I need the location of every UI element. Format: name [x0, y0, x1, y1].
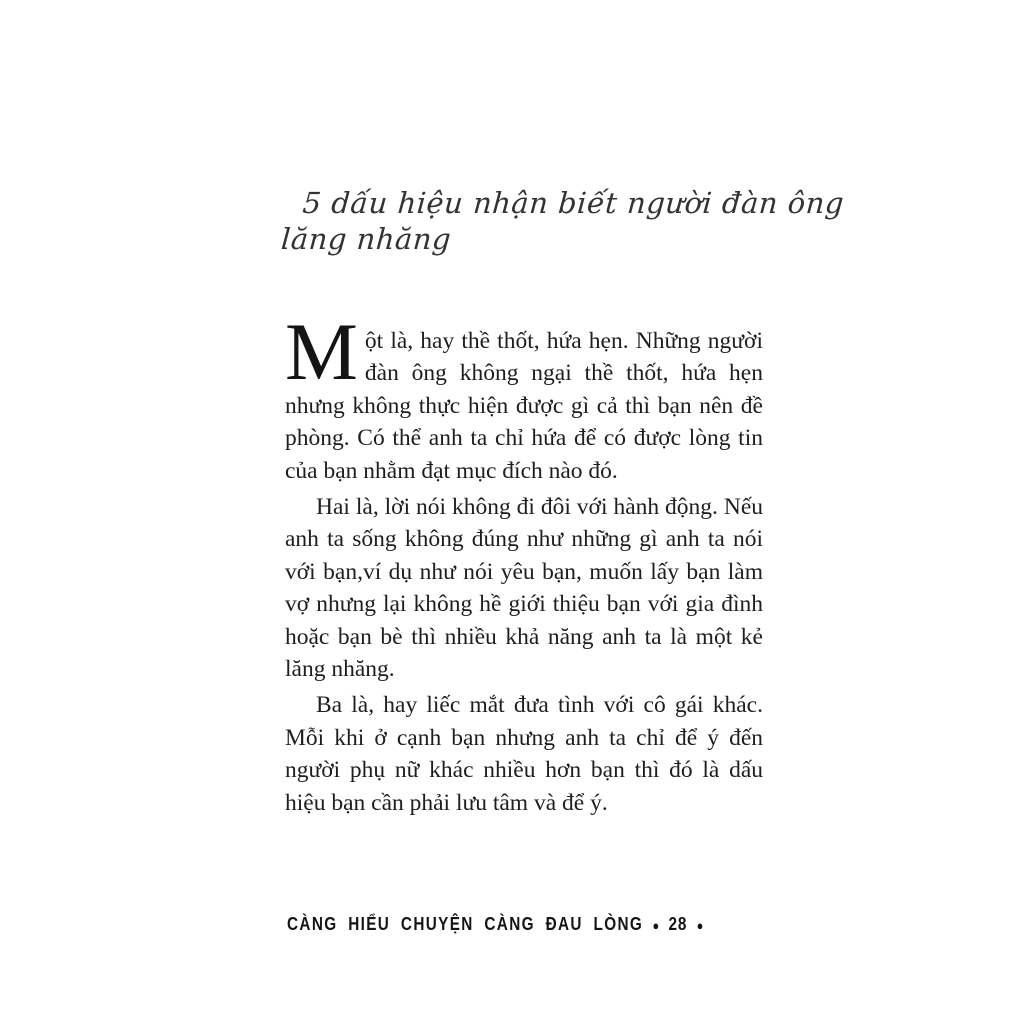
paragraph-1-text: ột là, hay thề thốt, hứa hẹn. Những người đàn ông không ngại thề thốt, hứa hẹn nhưng không thực hiện được gì cả thì bạn nên đề phòng. Có thể anh ta chỉ hứa để có được lòng tin của bạn nhằm đạt mục đích nào đó. — [285, 328, 763, 484]
paragraph-2: Hai là, lời nói không đi đôi với hành động. Nếu anh ta sống không đúng như những gì anh ta nói với bạn,ví dụ như nói yêu bạn, muốn lấy bạn làm vợ nhưng lại không hề giới thiệu bạn với gia đình hoặc bạn bè thì nhiều khả năng anh ta là một kẻ lăng nhăng. — [285, 494, 763, 683]
page-footer — [287, 914, 765, 935]
page-number: 28 — [668, 914, 688, 934]
chapter-title-line2: lăng nhăng — [280, 222, 453, 256]
running-book-title: CÀNG HIỂU CHUYỆN CÀNG ĐAU LÒNG — [287, 914, 644, 934]
running-footer — [287, 914, 704, 935]
paragraph-3: Ba là, hay liếc mắt đưa tình với cô gái khác. Mỗi khi ở cạnh bạn nhưng anh ta chỉ để ý đến người phụ nữ khác nhiều hơn bạn thì đó là dấu hiệu bạn cần phải lưu tâm và để ý. — [285, 692, 763, 816]
chapter-title — [280, 185, 846, 257]
bullet-icon: ● — [696, 918, 704, 933]
body-text — [285, 306, 763, 823]
bullet-icon: ● — [652, 918, 660, 933]
paragraph-1 — [285, 306, 763, 487]
chapter-title-line1: 5 dấu hiệu nhận biết người đàn ông — [301, 186, 846, 220]
drop-cap: M — [285, 306, 358, 397]
